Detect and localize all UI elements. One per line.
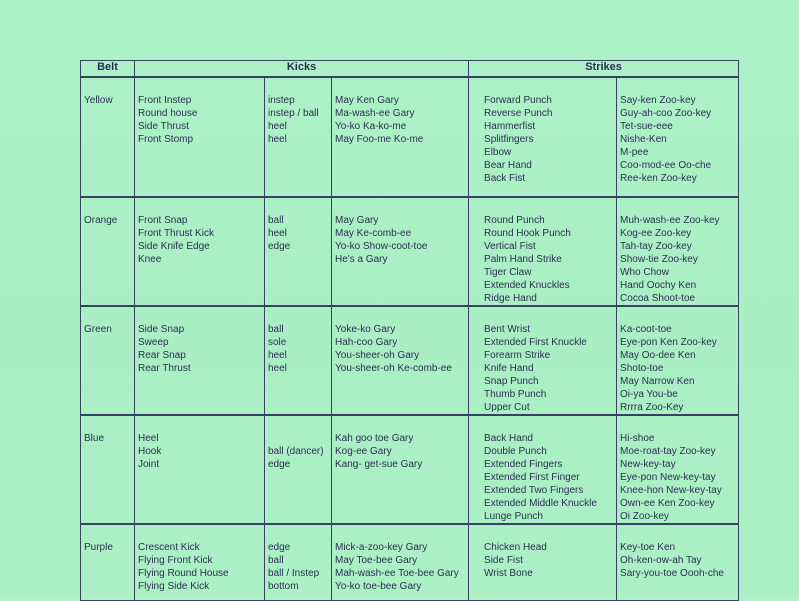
strike-japanese-cell [617,415,739,524]
strike-names-cell-item: Thumb Punch [484,389,547,400]
strike-names-cell-item: Elbow [484,147,512,158]
strike-japanese-cell-item: Rrrra Zoo-Key [620,402,684,413]
kick-japanese-cell-item: May Ken Gary [335,95,399,106]
strike-names-cell-item: Extended Middle Knuckle [484,498,597,509]
belt-requirements-table [80,60,739,601]
strike-japanese-cell [617,306,739,415]
kick-japanese-cell-item: Yo-ko Show-coot-toe [335,241,428,252]
kick-parts-cell-item: heel [268,121,287,132]
kick-parts-cell-item: heel [268,228,287,239]
kick-parts-cell-item: heel [268,134,287,145]
kick-japanese-cell-item: Yo-ko Ka-ko-me [335,121,407,132]
strike-names-cell-item: Knife Hand [484,363,534,374]
kick-parts-cell-item: instep [268,95,295,106]
belt-cell [81,197,135,306]
strike-japanese-cell-item: New-key-tay [620,459,676,470]
belt-name: Orange [84,215,118,226]
kick-parts-cell-item: ball [268,215,284,226]
kick-names-cell [135,77,265,197]
kick-parts-cell-item: instep / ball [268,108,319,119]
kick-names-cell-item: Side Thrust [138,121,189,132]
strike-names-cell-item: Extended Two Fingers [484,485,584,496]
kick-parts-cell-item: edge [268,542,291,553]
kick-names-cell-item: Crescent Kick [138,542,200,553]
strike-japanese-cell-item: Muh-wash-ee Zoo-key [620,215,720,226]
kick-japanese-cell-item: Yo-ko toe-bee Gary [335,581,422,592]
belt-cell [81,77,135,197]
kick-japanese-cell-item: Ma-wash-ee Gary [335,108,415,119]
strike-japanese-cell-item: Oh-ken-ow-ah Tay [620,555,702,566]
kick-parts-cell-item: ball (dancer) [268,446,324,457]
kick-parts-cell [265,415,332,524]
table-header-row [81,61,739,78]
kick-names-cell-item: Front Snap [138,215,188,226]
strike-names-cell-item: Vertical Fist [484,241,536,252]
strike-names-cell-item: Chicken Head [484,542,547,553]
strike-japanese-cell-item: Cocoa Shoot-toe [620,293,696,304]
strike-japanese-cell-item: Key-toe Ken [620,542,676,553]
strike-japanese-cell-item: Moe-roat-tay Zoo-key [620,446,716,457]
strike-japanese-cell-item: Guy-ah-coo Zoo-key [620,108,712,119]
strike-names-cell-item: Bear Hand [484,160,532,171]
kick-japanese-cell-item: Kang- get-sue Gary [335,459,423,470]
kick-japanese-cell [332,306,469,415]
kick-names-cell-item: Hook [138,446,162,457]
strike-japanese-cell-item: Own-ee Ken Zoo-key [620,498,715,509]
table-row [81,306,739,415]
kick-names-cell [135,415,265,524]
strike-japanese-cell-item: Eye-pon New-key-tay [620,472,716,483]
kick-parts-cell-item: ball [268,324,284,335]
kick-names-cell [135,524,265,600]
strike-names-cell-item: Tiger Claw [484,267,532,278]
belt-header: Belt [81,61,135,78]
kick-names-cell-item: Heel [138,433,159,444]
strike-japanese-cell-item: May Oo-dee Ken [620,350,696,361]
strike-japanese-cell-item: Ka-coot-toe [620,324,672,335]
kick-japanese-cell-item: You-sheer-oh Gary [335,350,420,361]
kick-parts-cell [265,524,332,600]
strike-names-cell-item: Side Fist [484,555,523,566]
kick-names-cell [135,306,265,415]
strike-japanese-cell-item: Coo-mod-ee Oo-che [620,160,712,171]
kicks-header: Kicks [135,61,469,78]
strike-names-cell [469,306,617,415]
strike-japanese-cell-item: Tah-tay Zoo-key [620,241,692,252]
strike-japanese-cell-item: Knee-hon New-key-tay [620,485,722,496]
belt-cell [81,415,135,524]
strike-japanese-cell-item: Nishe-Ken [620,134,667,145]
kick-names-cell-item: Flying Side Kick [138,581,210,592]
kick-names-cell [135,197,265,306]
kick-parts-cell-item [268,253,331,266]
kick-parts-cell-item: bottom [268,581,299,592]
belt-name: Green [84,324,112,335]
strike-names-cell-item: Extended First Finger [484,472,580,483]
strike-japanese-cell-item: Ree-ken Zoo-key [620,173,697,184]
kick-japanese-cell-item: You-sheer-oh Ke-comb-ee [335,363,452,374]
strikes-header: Strikes [469,61,739,78]
table-row [81,415,739,524]
strike-japanese-cell-item: Hi-shoe [620,433,655,444]
kick-parts-cell [265,77,332,197]
belt-cell [81,306,135,415]
strike-names-cell-item: Forearm Strike [484,350,551,361]
belt-cell [81,524,135,600]
table-row [81,77,739,197]
table-row [81,524,739,600]
strike-names-cell-item: Upper Cut [484,402,530,413]
strike-japanese-cell-item: Sary-you-toe Oooh-che [620,568,724,579]
strike-names-cell-item: Hammerfist [484,121,536,132]
kick-names-cell-item: Knee [138,254,162,265]
kick-japanese-cell-item: He's a Gary [335,254,388,265]
kick-names-cell-item: Front Thrust Kick [138,228,214,239]
kick-parts-cell-item: edge [268,241,291,252]
kick-parts-cell-item: ball / Instep [268,568,320,579]
strike-names-cell-item: Palm Hand Strike [484,254,562,265]
strike-names-cell-item: Bent Wrist [484,324,530,335]
kick-japanese-cell-item: Hah-coo Gary [335,337,398,348]
belt-name: Blue [84,433,105,444]
strike-japanese-cell-item: May Narrow Ken [620,376,695,387]
kick-names-cell-item: Flying Front Kick [138,555,213,566]
kick-parts-cell-item [268,432,331,445]
kick-japanese-cell [332,197,469,306]
strike-names-cell-item: Extended Knuckles [484,280,570,291]
strike-japanese-cell-item: Kog-ee Zoo-key [620,228,692,239]
kick-names-cell-item: Side Knife Edge [138,241,210,252]
kick-names-cell-item: Side Snap [138,324,185,335]
kick-japanese-cell [332,77,469,197]
strike-names-cell-item: Back Fist [484,173,526,184]
strike-japanese-cell-item: Hand Oochy Ken [620,280,697,291]
strike-japanese-cell-item: Eye-pon Ken Zoo-key [620,337,717,348]
strike-japanese-cell-item: Tet-sue-eee [620,121,673,132]
strike-names-cell-item: Back Hand [484,433,533,444]
kick-parts-cell-item: ball [268,555,284,566]
strike-japanese-cell-item: Who Chow [620,267,669,278]
strike-names-cell [469,77,617,197]
kick-japanese-cell-item: Mah-wash-ee Toe-bee Gary [335,568,459,579]
kick-japanese-cell-item: Kog-ee Gary [335,446,392,457]
kick-parts-cell-item: heel [268,363,287,374]
kick-names-cell-item: Rear Thrust [138,363,191,374]
belt-name: Purple [84,542,113,553]
kick-names-cell-item: Rear Snap [138,350,186,361]
kick-japanese-cell [332,415,469,524]
strike-japanese-cell-item: Say-ken Zoo-key [620,95,696,106]
strike-japanese-cell-item: M-pee [620,147,649,158]
kick-names-cell-item: Front Stomp [138,134,194,145]
kick-parts-cell-item: sole [268,337,287,348]
kick-japanese-cell-item: Mick-a-zoo-key Gary [335,542,428,553]
kick-names-cell-item: Sweep [138,337,169,348]
kick-names-cell-item: Flying Round House [138,568,229,579]
strike-names-cell-item: Ridge Hand [484,293,537,304]
strike-names-cell-item: Extended Fingers [484,459,563,470]
table-row [81,197,739,306]
kick-japanese-cell [332,524,469,600]
kick-japanese-cell-item: May Toe-bee Gary [335,555,418,566]
strike-japanese-cell [617,524,739,600]
kick-names-cell-item: Round house [138,108,198,119]
strike-names-cell-item: Lunge Punch [484,511,543,522]
strike-names-cell-item: Snap Punch [484,376,539,387]
strike-japanese-cell-item: Oi Zoo-key [620,511,669,522]
kick-parts-cell-item: edge [268,459,291,470]
kick-japanese-cell-item: May Foo-me Ko-me [335,134,424,145]
kick-names-cell-item: Joint [138,459,160,470]
strike-japanese-cell [617,77,739,197]
kick-names-cell-item: Front Instep [138,95,192,106]
kick-parts-cell [265,197,332,306]
kick-parts-cell-item: heel [268,350,287,361]
strike-names-cell-item: Wrist Bone [484,568,533,579]
strike-names-cell [469,524,617,600]
strike-names-cell-item: Double Punch [484,446,547,457]
strike-japanese-cell-item: Oi-ya You-be [620,389,678,400]
kick-japanese-cell-item: May Ke-comb-ee [335,228,412,239]
belt-name: Yellow [84,95,113,106]
kick-japanese-cell-item: Yoke-ko Gary [335,324,396,335]
kick-japanese-cell-item: May Gary [335,215,379,226]
strike-names-cell-item: Round Hook Punch [484,228,571,239]
strike-names-cell [469,415,617,524]
strike-names-cell [469,197,617,306]
strike-japanese-cell-item: Show-tie Zoo-key [620,254,698,265]
strike-names-cell-item: Extended First Knuckle [484,337,587,348]
strike-names-cell-item: Forward Punch [484,95,552,106]
kick-japanese-cell-item: Kah goo toe Gary [335,433,414,444]
strike-japanese-cell [617,197,739,306]
kick-parts-cell [265,306,332,415]
strike-names-cell-item: Round Punch [484,215,545,226]
strike-names-cell-item: Splitfingers [484,134,534,145]
strike-names-cell-item: Reverse Punch [484,108,553,119]
strike-japanese-cell-item: Shoto-toe [620,363,664,374]
